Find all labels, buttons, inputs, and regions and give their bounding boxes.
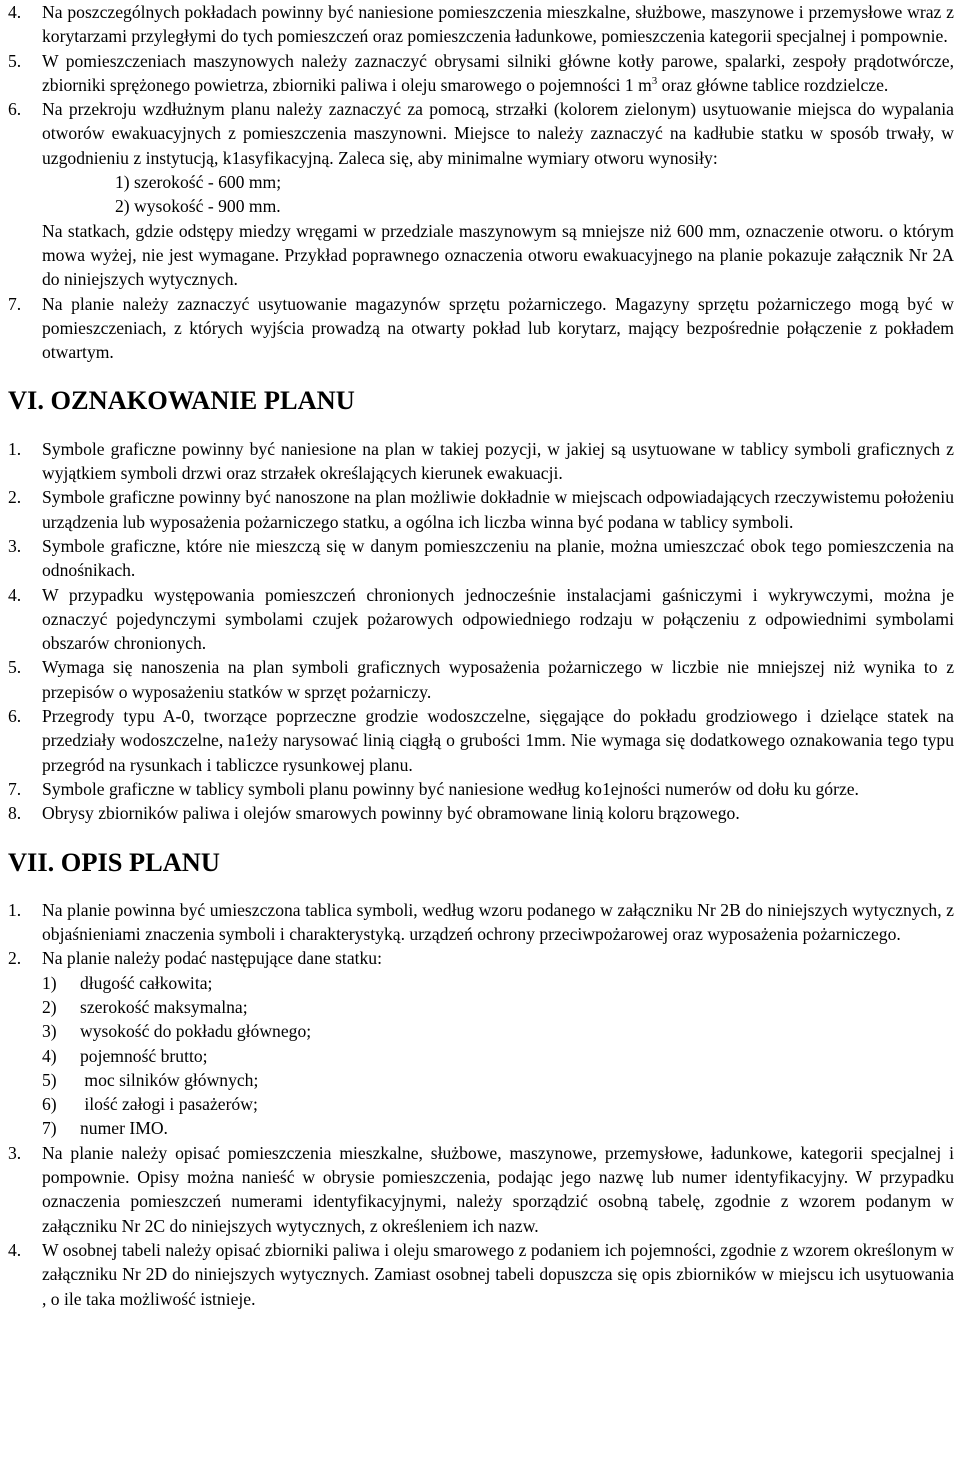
section6-item-8 <box>6 801 954 825</box>
list-item-5 <box>6 49 954 98</box>
ship-data-item-3 <box>6 1019 954 1043</box>
section6-item-2 <box>6 485 954 534</box>
list-item-number: 8. <box>8 803 22 824</box>
list-item-text: W osobnej tabeli należy opisać zbiorniki paliwa i oleju smarowego z podaniem ich pojemności, zgodnie z wzorem określonym w załączniku Nr 2D do niniejszych wytycznych. Zamiast osobnej tabeli dopuszcza się opis zbiorników w miejscu ich usytuowania , o ile taka możliwość istnieje. <box>42 1239 954 1309</box>
section6-item-1 <box>6 437 954 486</box>
ship-data-item-2 <box>6 995 954 1019</box>
list-item-4 <box>6 0 954 49</box>
list-item-number: 4. <box>8 584 22 605</box>
sub-item-number: 7) <box>42 1118 57 1139</box>
sub-item-text: ilość załogi i pasażerów; <box>80 1094 258 1115</box>
section6-item-3 <box>6 534 954 583</box>
list-item-text: Na planie powinna być umieszczona tablica symboli, według wzoru podanego w załączniku Nr 2B do niniejszych wytycznych, z objaśnieniami znaczenia symboli i charakterystyką. urządzeń ochrony przeciwpożarowej oraz wyposażenia pożarniczego. <box>42 899 954 945</box>
sub-item-text: wysokość do pokładu głównego; <box>80 1021 312 1042</box>
list-item-text: W przypadku występowania pomieszczeń chronionych jednocześnie instalacjami gaśniczymi i wykrywczymi, można je oznaczyć pojedynczymi symbolami czujek pożarowych odpowiedniego rodzaju w połączeniu z odpowiednimi symbolami obszarów chronionych. <box>42 584 954 654</box>
list-item-text: Symbole graficzne w tablicy symboli planu powinny być naniesione według ko1ejności numerów od dołu ku górze. <box>42 778 859 799</box>
list-item-number: 6. <box>8 706 22 727</box>
sub-item-text: długość całkowita; <box>80 972 213 993</box>
list-item-text: Obrysy zbiorników paliwa i olejów smarowych powinny być obramowane linią koloru brązowego. <box>42 803 740 824</box>
text-before-superscript: W pomieszczeniach maszynowych należy zaznaczyć obrysami silniki główne kotły parowe, spalarki, zespoły prądotwórcze, zbiorniki sprężonego powietrza, zbiorniki paliwa i oleju smarowego o pojemności 1 m <box>42 50 954 95</box>
dimension-line-width: 1) szerokość - 600 mm; <box>115 172 282 193</box>
list-item-text: Na planie należy zaznaczyć usytuowanie magazynów sprzętu pożarniczego. Magazyny sprzętu pożarniczego mogą być w pomieszczeniach, z których wyjścia prowadzą na otwarty pokład lub korytarz, mający bezpośrednie połączenie z pokładem otwartym. <box>42 293 954 363</box>
ship-data-item-1 <box>6 971 954 995</box>
section7-item-3 <box>6 1141 954 1238</box>
list-item-number: 4. <box>8 1239 22 1260</box>
section-heading-vi: VI. OZNAKOWANIE PLANU <box>8 385 355 416</box>
list-item-number: 2. <box>8 948 22 969</box>
sub-item-number: 3) <box>42 1021 57 1042</box>
list-item-number: 6. <box>8 99 22 120</box>
sub-item-text: numer IMO. <box>80 1118 168 1139</box>
list-item-7 <box>6 292 954 365</box>
list-item-text-continued: Na statkach, gdzie odstępy miedzy wręgami w przedziale maszynowym są mniejsze niż 600 mm, oznaczenie otworu. o którym mowa wyżej, nie jest wymagane. Przykład poprawnego oznaczenia otworu ewakuacyjnego na planie pokazuje załącznik Nr 2A do niniejszych wytycznych. <box>42 220 954 290</box>
list-item-text: Przegrody typu A-0, tworzące poprzeczne grodzie wodoszczelne, sięgające do pokładu grodziowego i dzielące statek na przedziały wodoszczelne, na1eży narysować linią ciągłą o grubości 1mm. Nie wymaga się dodatkowego oznakowania tego typu przegród na rysunkach i tabliczce rysunkowej planu. <box>42 706 954 775</box>
sub-item-number: 5) <box>42 1069 57 1090</box>
list-item-text: Na planie należy opisać pomieszczenia mieszkalne, służbowe, maszynowe, przemysłowe, ładunkowe, kategorii specjalnej i pompownie. Opisy można nanieść w obrysie pomieszczenia, podając jego nazwę lub numer identyfikacyjny. W przypadku oznaczenia pomieszczeń numerami identyfikacyjnymi, należy sporządzić osobną tabelę, zgodnie z wzorem podanym w załączniku Nr 2C do niniejszych wytycznych, z określeniem ich nazw. <box>42 1142 954 1236</box>
sub-item-text: moc silników głównych; <box>80 1069 259 1090</box>
sub-item-number: 2) <box>42 996 57 1017</box>
ship-data-item-4 <box>6 1044 954 1068</box>
section6-item-5 <box>6 655 954 704</box>
ship-data-item-6 <box>6 1092 954 1116</box>
ship-data-item-5 <box>6 1068 954 1092</box>
list-item-number: 3. <box>8 1142 22 1163</box>
section-spacer <box>6 826 954 850</box>
list-item-text: Na przekroju wzdłużnym planu należy zaznaczyć za pomocą, strzałki (kolorem zielonym) usytuowanie miejsca do wypalania otworów ewakuacyjnych z pomieszczenia maszynowni. Miejsce to należy zaznaczyć na kadłubie statku w sposób trwały, w uzgodnieniu z instytucją, k1asyfikacyjną. Zaleca się, aby minimalne wymiary otworu wynosiły: <box>42 99 954 168</box>
list-item-text <box>42 49 954 98</box>
section-spacer <box>6 874 954 898</box>
section7-item-1 <box>6 898 954 947</box>
section6-item-7 <box>6 777 954 801</box>
sub-item-number: 4) <box>42 1045 57 1066</box>
list-item-text: Na planie należy podać następujące dane statku: <box>42 948 382 969</box>
list-item-text: Symbole graficzne powinny być naniesione na plan w takiej pozycji, w jakiej są usytuowane w tablicy symboli graficznych z wyjątkiem symboli drzwi oraz strzałek określających kierunek ewakuacji. <box>42 438 954 484</box>
list-item-number: 5. <box>8 657 22 678</box>
list-item-number: 2. <box>8 487 22 508</box>
list-item-number: 5. <box>8 50 22 71</box>
sub-item-text: szerokość maksymalna; <box>80 996 248 1017</box>
section6-item-4 <box>6 583 954 656</box>
sub-item-number: 6) <box>42 1094 57 1115</box>
list-item-text: Symbole graficzne, które nie mieszczą się w danym pomieszczeniu na planie, można umieszczać obok tego pomieszczenia na odnośnikach. <box>42 535 954 581</box>
list-item-text: Symbole graficzne powinny być nanoszone na plan możliwie dokładnie w miejscach odpowiadających rzeczywistemu położeniu urządzenia lub wyposażenia pożarniczego statku, a ogólna ich liczba winna być podana w tablicy symboli. <box>42 487 954 532</box>
list-item-number: 1. <box>8 438 22 459</box>
sub-item-text: pojemność brutto; <box>80 1045 208 1066</box>
list-item-6 <box>6 97 954 291</box>
list-item-text: Na poszczególnych pokładach powinny być naniesione pomieszczenia mieszkalne, służbowe, maszynowe i przemysłowe wraz z korytarzami przyległymi do tych pomieszczeń oraz pomieszczenia ładunkowe, pomieszczenia kategorii specjalnej i pompownie. <box>42 2 954 47</box>
list-item-text: Wymaga się nanoszenia na plan symboli graficznych wyposażenia pożarniczego w liczbie nie mniejszej niż wynika to z przepisów o wyposażeniu statków w sprzęt pożarniczy. <box>42 657 954 702</box>
list-item-number: 7. <box>8 778 22 799</box>
list-item-number: 3. <box>8 535 22 556</box>
section7-item-2 <box>6 946 954 970</box>
dimension-line-height: 2) wysokość - 900 mm. <box>115 196 281 217</box>
section-heading-vii: VII. OPIS PLANU <box>8 846 220 877</box>
list-item-number: 4. <box>8 2 22 22</box>
ship-data-item-7 <box>6 1116 954 1140</box>
section-spacer <box>6 413 954 437</box>
text-after-superscript: oraz główne tablice rozdzielcze. <box>657 74 889 95</box>
list-item-number: 7. <box>8 293 22 314</box>
section7-item-4 <box>6 1238 954 1311</box>
section6-item-6 <box>6 704 954 777</box>
list-item-number: 1. <box>8 899 22 920</box>
superscript-3: 3 <box>651 74 658 87</box>
sub-item-number: 1) <box>42 972 57 993</box>
